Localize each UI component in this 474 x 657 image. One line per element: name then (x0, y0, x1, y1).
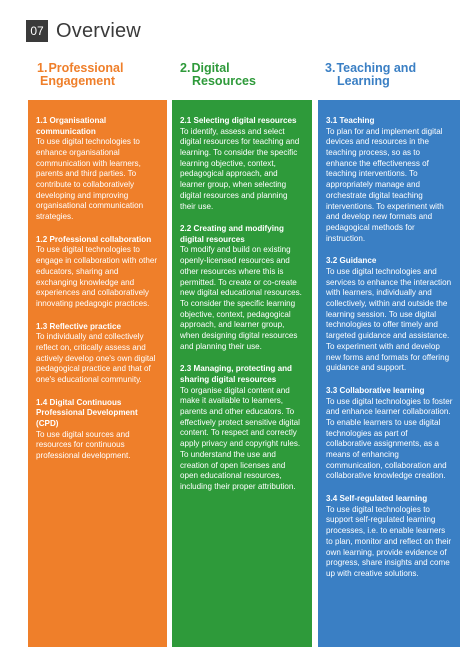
section-title: 2.3 Managing, protecting and sharing digital resources (180, 364, 292, 385)
section-title: 3.2 Guidance (326, 256, 377, 266)
section-title: 1.2 Professional collaboration (36, 234, 152, 244)
column-title-line1: Professional (48, 61, 124, 75)
column-title-teaching-and-learning (325, 62, 416, 88)
section-body: To modify and build on existing openly-licensed resources and other resources where this is permitted. To create or co-create new digital educational resources. To consider the specific learning objective, context, pedagogical approach, and learner group, when designing digital resources and planning their use. (180, 245, 302, 351)
section-body: To plan for and implement digital devices and resources in the teaching process, so as to enhance the effectiveness of teaching interventions. To appropriately manage and orchestrate digital teaching interventions. To experiment with and develop new formats and pedagogical methods for instruction. (326, 126, 444, 243)
section-body: To organise digital content and make it available to learners, parents and other educators. To effectively protect sensitive digital content. To respect and correctly apply privacy and copyright rules. To understand the use and creation of open licenses and open educational resources, including their proper attribution. (180, 385, 301, 491)
section-title: 2.2 Creating and modifying digital resources (180, 224, 284, 244)
section-2-3 (180, 364, 305, 492)
section-1-3 (36, 322, 160, 386)
section-body: To use digital technologies and services to enhance the interaction with learners, individually and collectively, within and outside the learning session. To use digital technologies to offer timely and targeted guidance and assistance. To experiment with and develop new forms and formats for offering guidance and support. (326, 266, 452, 373)
section-1-1 (36, 116, 160, 223)
section-title: 3.3 Collaborative learning (326, 385, 425, 395)
section-title: 2.1 Selecting digital resources (180, 116, 297, 125)
column-title-line1: Teaching and (336, 61, 417, 75)
section-2-2 (180, 224, 305, 352)
section-title: 1.1 Organisational communication (36, 116, 107, 136)
section-title: 1.4 Digital Continuous Professional Development (CPD) (36, 397, 138, 428)
section-title: 3.4 Self-regulated learning (326, 494, 428, 504)
column-number: 3. (325, 61, 336, 75)
column-title-line2: Resources (192, 74, 256, 88)
column-title-line2: Learning (337, 74, 390, 88)
column-number: 1. (37, 61, 48, 75)
section-3-3 (326, 386, 453, 482)
section-3-4 (326, 494, 453, 580)
section-body: To use digital technologies to enhance organisational communication with learners, parents and third parties. To contribute to collaboratively developing and improving organisational communication strategies. (36, 137, 144, 222)
column-digital-resources (172, 100, 312, 647)
column-title-professional-engagement (37, 62, 123, 88)
column-teaching-and-learning (318, 100, 460, 647)
column-title-line2: Engagement (40, 74, 116, 88)
section-body: To use digital technologies to engage in collaboration with other educators, sharing and exchanging knowledge and experiences and collaboratively innovating pedagogic practices. (36, 245, 158, 308)
column-title-digital-resources (180, 62, 256, 88)
column-professional-engagement (28, 100, 167, 647)
column-number: 2. (180, 61, 191, 75)
section-body: To individually and collectively reflect on, critically assess and actively develop one's own digital pedagogical practice and that of one's educational community. (36, 332, 156, 385)
section-1-2 (36, 235, 160, 310)
column-title-line1: Digital (191, 61, 230, 75)
section-title: 3.1 Teaching (326, 116, 375, 125)
page-number: 07 (26, 20, 48, 42)
page-header (26, 19, 141, 43)
section-2-1 (180, 116, 305, 212)
section-3-1 (326, 116, 453, 244)
section-body: To identify, assess and select digital resources for teaching and learning. To consider the specific learning objective, context, pedagogical approach, and learner group, when selecting digital resources and planning their use. (180, 126, 300, 211)
page-title: Overview (56, 19, 141, 42)
section-3-2 (326, 256, 453, 374)
section-1-4 (36, 398, 160, 462)
section-title: 1.3 Reflective practice (36, 321, 122, 331)
section-body: To use digital sources and resources for continuous professional development. (36, 429, 131, 460)
section-body: To use digital technologies to support self-regulated learning processes, i.e. to enable learners to plan, monitor and reflect on their own learning, provide evidence of progress, share insights and come up with creative solutions. (326, 504, 452, 578)
section-body: To use digital technologies to foster and enhance learner collaboration. To enable learners to use digital technologies as part of collaborative assignments, as a means of enhancing communication, collaboration and collaborative knowledge creation. (326, 396, 453, 481)
